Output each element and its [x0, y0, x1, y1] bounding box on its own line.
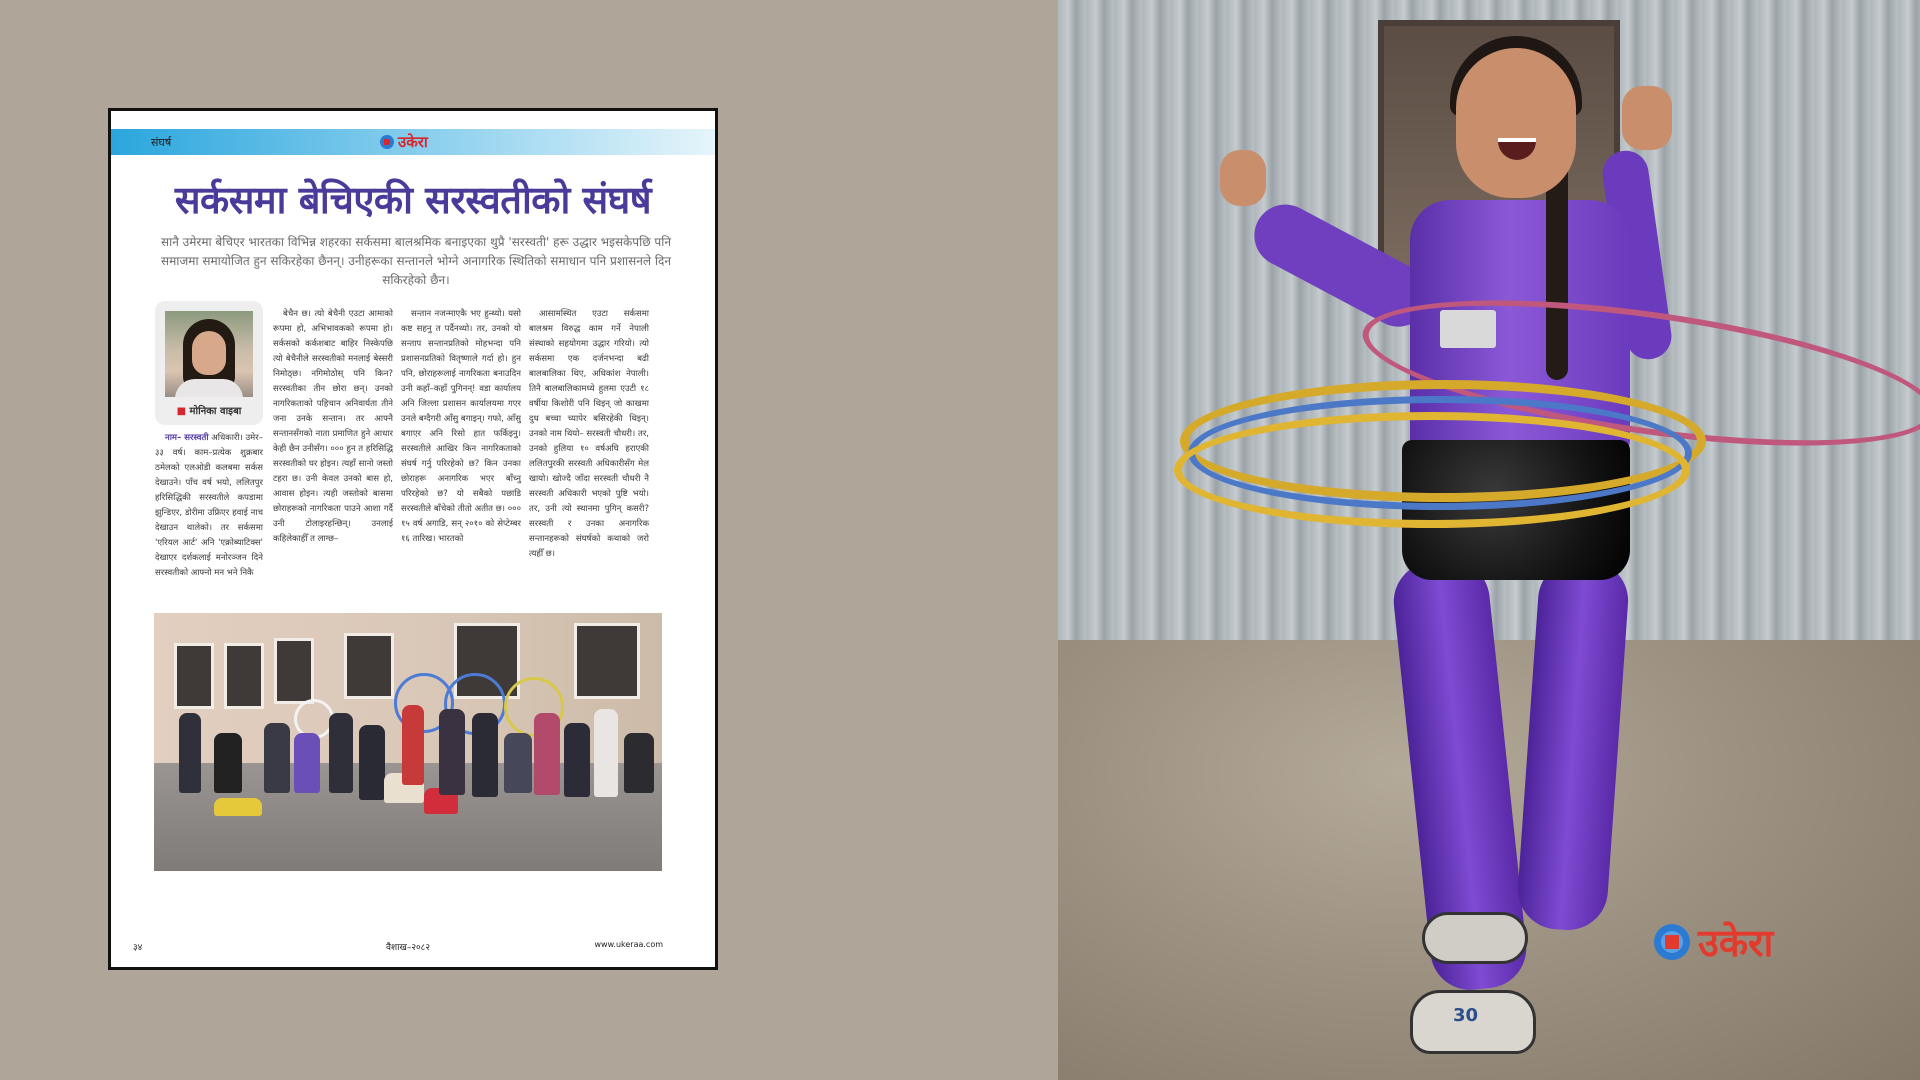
article-headline: सर्कसमा बेचिएकी सरस्वतीको संघर्ष	[174, 178, 652, 222]
performer-hand-right	[1622, 86, 1672, 150]
shoe-number: 30	[1453, 1005, 1479, 1026]
article-column-2: बेचैन छ। त्यो बेचैनी एउटा आमाको रूपमा हो, अभिभावकको रूपमा हो। सर्कसको कर्कशबाट बाहिर निस्केपछि त्यो बेचैनीले सरस्वतीको मनलाई बेस्सरी निमोठ्छ। नगिमोठोस् पनि किन? सरस्वतीका तीन छोरा छन्। उनको नागरिकताको पहिचान अनिवार्यता तीने जना उनके सन्तान। तर आफ्नै सन्तानसँगको नाता प्रमाणित हुने आधार केही छैन उनीसँग। ००० हुन त हरिसिद्धि सरस्वतीको घर होइन। त्यहाँ सानो जस्तो टहरा छ। उनी केवल उनको बास हो, आवास होइन। त्यही जस्तोको बासमा छोराहरूको नागरिकता पाउने आशा गर्दै उनी टोलाइरहन्छिन्। उनलाई कहिलेकाहीँ त लाग्छ–	[273, 309, 393, 544]
ukera-logo-icon	[379, 134, 395, 150]
page-logo-text: उकेरा	[398, 133, 428, 151]
shoe-right	[1422, 912, 1528, 964]
article-column-4: आसामस्थित एउटा सर्कसमा बालश्रम विरुद्ध काम गर्ने नेपाली संस्थाको सहयोगमा उद्धार गरियो। त्यो सर्कसमा एक दर्जनभन्दा बढी बालबालिका थिए, अधिकांश नेपाली। तिनै बालबालिकामध्ये हुलमा एउटी १८ वर्षीया किशोरी पनि थिइन् जो काखमा दुध बच्चा च्यापेर बसिरहेकी थिइन्। उनको नाम थियो– सरस्वती चौधरी। तर, उनको हुलिया १० वर्षअघि हराएकी ललितपुरकी सरस्वती अधिकारीसँग मेल खायो। खोज्दै जाँदा सरस्वती चौधरी नै सरस्वती अधिकारी भएको पुष्टि भयो। तर, उनी त्यो स्थानमा पुगिन् कसरी? सरस्वती र उनका अनागरिक सन्तानहरूको संघर्षको कथाको जरो त्यहीँ छ।	[529, 309, 649, 559]
author-card	[155, 301, 263, 425]
watermark-text: उकेरा	[1698, 921, 1774, 965]
section-label: संघर्ष	[151, 136, 172, 149]
author-photo	[165, 311, 253, 397]
author-name: ■ मोनिका वाइबा	[176, 406, 242, 417]
group-photo	[154, 613, 662, 871]
issue-label: वैशाख–२०८२	[386, 943, 431, 953]
performer-hand-left	[1220, 150, 1266, 206]
ukera-logo-icon	[1652, 922, 1692, 962]
column-lead: नाम– सरस्वती	[165, 433, 209, 443]
hoop-4	[1174, 412, 1690, 528]
site-url: www.ukeraa.com	[594, 940, 663, 949]
magazine-page	[108, 108, 718, 970]
article-column-3: सन्तान नजन्माएकै भए हुन्थ्यो। यसो कष्ट सहनु त पर्दैनथ्यो। तर, उनको यो सन्ताप सन्तानप्रतिको मोहभन्दा पनि प्रशासनप्रतिको वितृष्णाले गर्दा हो। हुन पनि, छोराहरूलाई नागरिकता बनाउदिन उनी कहाँ–कहाँ पुगिनन्! वडा कार्यालय अनि जिल्ला प्रशासन कार्यालयमा गएर उनले बग्दैगरी आँसु बगाइन्। गफो, आँसु बगाएर अनि रिसो हात फर्किइनु। सरस्वतीले आखिर किन नागरिकताको संघर्ष गर्नु परिरहेको छ? किन उनका छोराहरू अनागरिक भएर बाँच्नु परिरहेको छ? यो सबैको पछाडि सरस्वतीले बाँचेको तीतो अतीत छ। ००० १५ वर्ष अगाडि, सन् २०१० को सेप्टेम्बर १६ तारिख। भारतको	[401, 309, 521, 544]
hero-photo	[1058, 0, 1920, 1080]
page-logo	[379, 131, 428, 153]
page-number: ३४	[133, 943, 143, 953]
article-deck: सानै उमेरमा बेचिएर भारतका विभिन्न शहरका सर्कसमा बालश्रमिक बनाइएका थुप्रै 'सरस्वती' हरू उद्धार भइसकेपछि पनि समाजमा समायोजित हुन सकिरहेका छैनन्। उनीहरूका सन्तानले भोग्ने अनागरिक स्थितिको समाधान पनि प्रशासनले दिन सकिरहेको छैन।	[160, 235, 672, 287]
performer-head	[1456, 48, 1576, 198]
ukera-watermark	[1652, 916, 1773, 968]
article-column-1: नाम– सरस्वती अधिकारी। उमेर–३३ वर्ष। काम–प्रत्येक शुक्रबार ठमेलको एलओडी कलबमा सर्कस देखाउने। पाँच वर्ष भयो, ललितपुर हरिसिद्धिकी सरस्वतीले कपडामा झुन्डिएर, डोरीमा उफ्रिएर हवाई नाच देखाउन थालेको। तर सर्कसमा 'एरियल आर्ट' अनि 'एक्रोब्याटिक्स' देखाएर दर्शकलाई मनोरञ्जन दिने सरस्वतीको आफ्नो मन भने निकै	[155, 433, 263, 578]
shoe-left	[1410, 990, 1536, 1054]
